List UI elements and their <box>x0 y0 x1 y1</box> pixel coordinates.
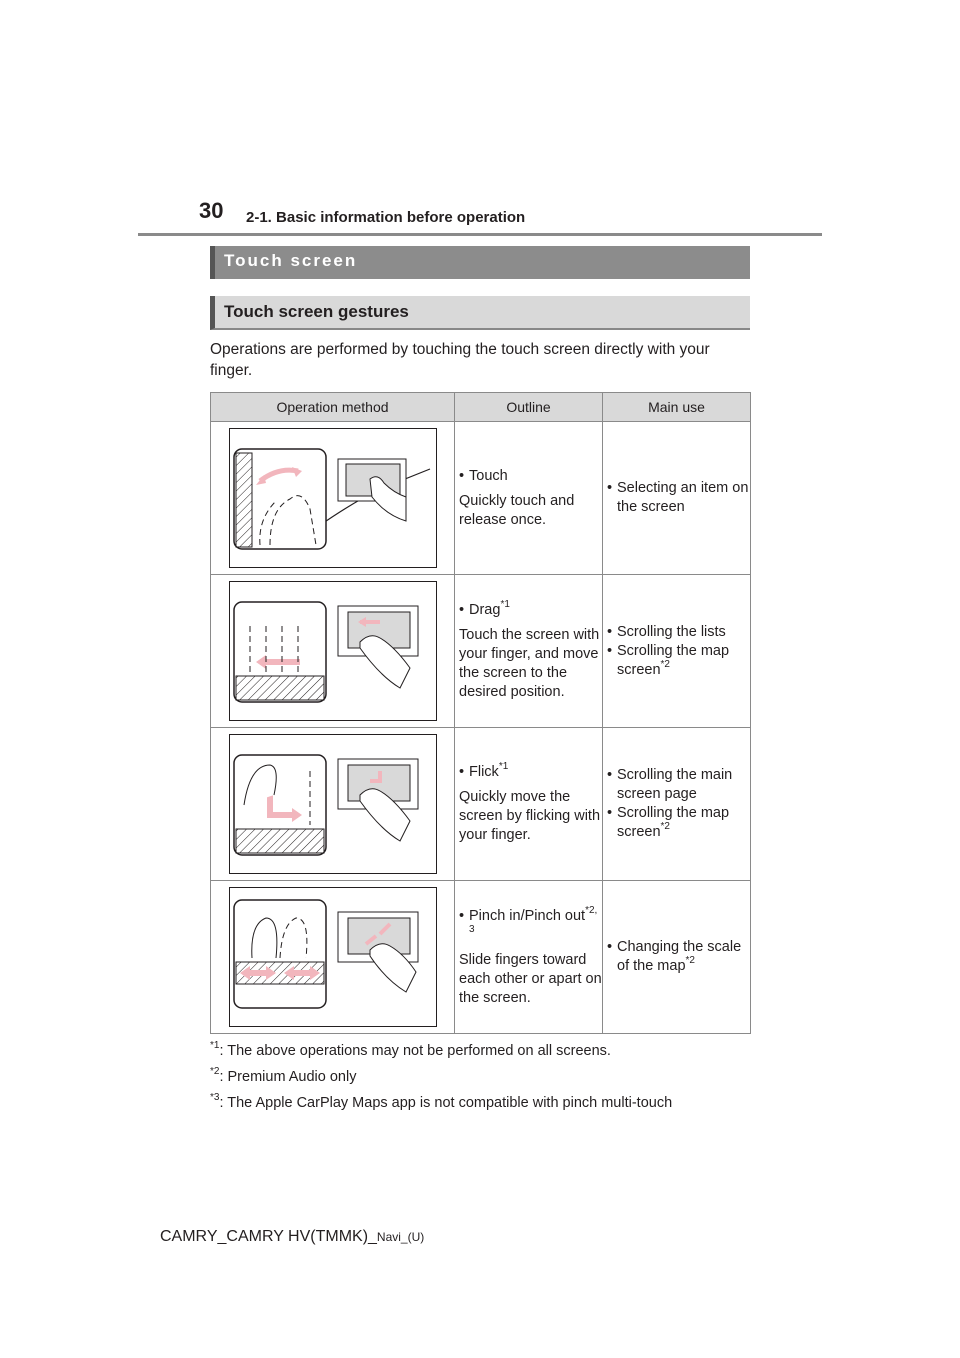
intro-paragraph: Operations are performed by touching the touch screen directly with your finger. <box>210 341 710 379</box>
gesture-footnote-ref: *1 <box>500 598 510 610</box>
column-header-use: Main use <box>603 393 751 422</box>
method-cell <box>211 881 455 1034</box>
pinch-gesture-illustration <box>229 887 437 1027</box>
footnote-mark: *3 <box>210 1092 220 1103</box>
bullet-dot: • <box>607 805 613 821</box>
table-row <box>211 728 751 881</box>
bullet-dot: • <box>607 623 613 640</box>
table-header-row <box>211 393 751 422</box>
use-text: Changing the scale of the map <box>617 939 742 974</box>
outline-cell <box>455 728 603 881</box>
column-header-outline: Outline <box>455 393 603 422</box>
bullet-dot: • <box>459 467 465 484</box>
column-header-method: Operation method <box>211 393 455 422</box>
use-cell <box>603 728 751 881</box>
use-footnote-ref: *2 <box>660 658 670 670</box>
footer-suffix: Navi_(U) <box>376 1230 425 1244</box>
table-row <box>211 422 751 575</box>
use-footnote-ref: *2 <box>660 821 670 832</box>
outline-cell <box>455 881 603 1034</box>
footnote <box>210 1066 770 1085</box>
bullet-dot: • <box>607 767 613 783</box>
page-footer <box>160 1228 424 1246</box>
gesture-name: Pinch in/Pinch out <box>469 907 586 924</box>
footnote <box>210 1092 770 1111</box>
gesture-footnote-ref: *2, 3 <box>469 904 598 935</box>
bullet-dot: • <box>607 642 613 659</box>
use-cell <box>603 881 751 1034</box>
outline-cell <box>455 575 603 728</box>
page-number: 30 <box>199 198 224 223</box>
use-text: Selecting an item on the screen <box>617 480 749 515</box>
gesture-name: Touch <box>469 467 508 484</box>
gesture-outline: Touch the screen with your finger, and move the screen to the desired position. <box>459 626 600 700</box>
use-text: Scrolling the lists <box>617 623 726 640</box>
use-text: Scrolling the map screen <box>617 805 730 840</box>
use-cell <box>603 575 751 728</box>
gestures-table <box>210 392 751 1034</box>
footnote <box>210 1040 770 1059</box>
header-rule <box>138 233 822 236</box>
bullet-dot: • <box>607 480 613 496</box>
method-cell <box>211 728 455 881</box>
bullet-dot: • <box>459 764 465 780</box>
heading-touch-screen: Touch screen <box>224 251 358 270</box>
bullet-dot: • <box>459 907 465 924</box>
gesture-footnote-ref: *1 <box>498 761 509 772</box>
footnote-text: : Premium Audio only <box>219 1069 357 1085</box>
method-cell <box>211 575 455 728</box>
use-footnote-ref: *2 <box>685 955 695 966</box>
footnote-mark: *1 <box>210 1040 220 1051</box>
outline-cell <box>455 422 603 575</box>
gesture-outline: Slide fingers toward each other or apart on the screen. <box>459 951 602 1006</box>
table-row <box>211 575 751 728</box>
bullet-dot: • <box>607 939 613 955</box>
footnote-text: : The Apple CarPlay Maps app is not compatible with pinch multi-touch <box>219 1095 673 1111</box>
gesture-name: Drag <box>469 601 501 618</box>
footnote-mark: *2 <box>210 1066 220 1077</box>
bullet-dot: • <box>459 601 465 618</box>
section-title: 2-1. Basic information before operation <box>246 209 526 226</box>
gesture-name: Flick <box>469 764 499 780</box>
footer-model: CAMRY_CAMRY HV(TMMK)_ <box>160 1228 377 1245</box>
touch-gesture-illustration <box>229 428 437 568</box>
subheading-gestures: Touch screen gestures <box>224 302 409 321</box>
method-cell <box>211 422 455 575</box>
gesture-outline: Quickly touch and release once. <box>459 492 575 528</box>
drag-gesture-illustration <box>229 581 437 721</box>
footnote-text: : The above operations may not be performed on all screens. <box>219 1043 611 1059</box>
use-text: Scrolling the map screen <box>617 642 730 678</box>
use-cell <box>603 422 751 575</box>
gesture-outline: Quickly move the screen by flicking with your finger. <box>459 789 601 843</box>
use-text: Scrolling the main screen page <box>617 767 733 802</box>
table-row <box>211 881 751 1034</box>
flick-gesture-illustration <box>229 734 437 874</box>
